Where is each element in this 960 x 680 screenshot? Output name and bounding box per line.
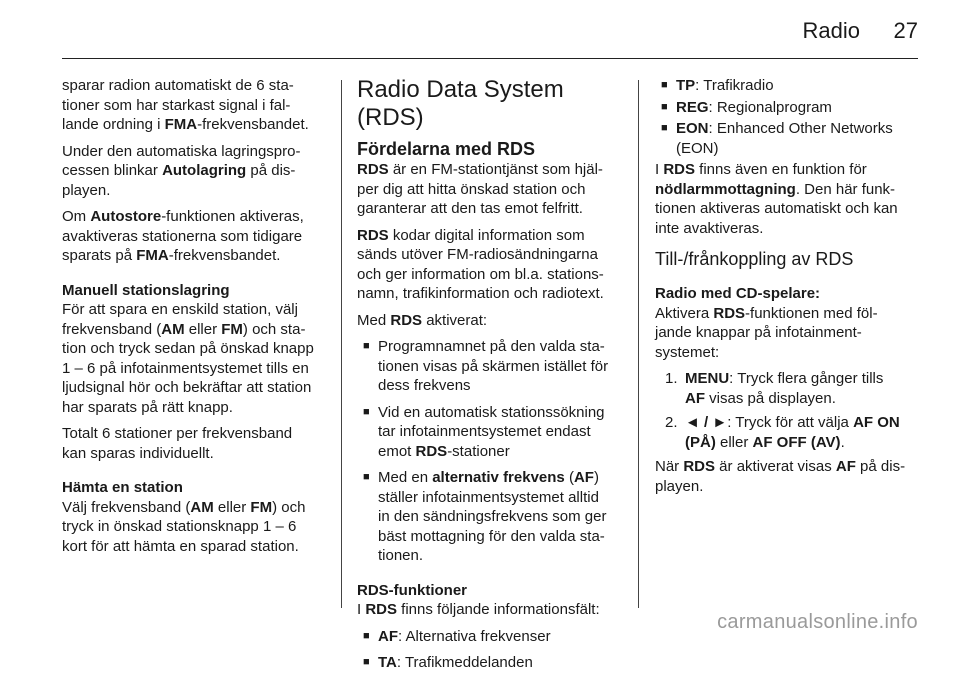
watermark: carmanualsonline.info xyxy=(717,611,918,633)
column-3 xyxy=(655,76,923,503)
paragraph: RDS kodar digital information som sänds utöver FM-radiosändningarna och ger information om bl.a. stations- namn, trafikinformation och radiotext. xyxy=(357,226,604,302)
paragraph: Om Autostore-funktionen aktiveras, avaktiveras stationerna som tidigare sparats på FMA-frekvensbandet. xyxy=(62,208,304,264)
section-heading: Radio med CD-spelare: xyxy=(655,285,821,302)
column-divider xyxy=(638,80,639,608)
page-number: 27 xyxy=(893,18,918,43)
list-item: ■ EON: Enhanced Other Networks (EON) xyxy=(655,119,923,158)
page-header xyxy=(62,14,918,59)
paragraph: RDS är en FM-stationtjänst som hjäl- per dig att hitta önskad station och garanterar att den tas emot felfritt. xyxy=(357,161,603,217)
list-item: ■ Vid en automatisk stationssökning tar infotainmentsystemet endast emot RDS-stationer xyxy=(357,403,627,462)
column-divider xyxy=(341,80,342,608)
section-heading: RDS-funktioner xyxy=(357,581,467,599)
paragraph: Välj frekvensband (AM eller FM) och tryck in önskad stationsknapp 1 – 6 kort för att hämta en sparad station. xyxy=(62,498,306,555)
section-heading: Hämta en station xyxy=(62,479,183,496)
list-item: ■ Programnamnet på den valda sta- tionen visas på skärmen istället för dess frekvens xyxy=(357,337,627,396)
column-2 xyxy=(357,76,627,680)
section-heading: Till-/frånkoppling av RDS xyxy=(655,249,854,269)
list-item: ■ REG: Regionalprogram xyxy=(655,98,923,118)
paragraph: Med RDS aktiverat: xyxy=(357,311,488,329)
paragraph: sparar radion automatiskt de 6 sta- tioner som har starkast signal i fal- lande ordning i FMA-frekvensbandet. xyxy=(62,77,309,133)
bullet-list xyxy=(357,337,627,566)
page-title: Radio xyxy=(802,18,860,43)
list-item: ■ AF: Alternativa frekvenser xyxy=(357,627,627,647)
list-item: 2. ◄ / ►: Tryck för att välja AF ON (PÅ) eller AF OFF (AV). xyxy=(665,414,900,451)
bullet-list xyxy=(357,627,627,673)
list-item: 1. MENU: Tryck flera gånger tills AF visas på displayen. xyxy=(665,370,884,407)
numbered-list xyxy=(655,369,923,452)
section-heading: Manuell stationslagring xyxy=(62,281,230,299)
paragraph: Under den automatiska lagringspro- cessen blinkar Autolagring på dis- playen. xyxy=(62,142,301,199)
paragraph: I RDS finns även en funktion för nödlarmmottagning. Den här funk- tionen aktiveras automatiskt och kan inte avaktiveras. xyxy=(655,161,898,237)
paragraph: Aktivera RDS-funktionen med föl- jande knappar på infotainment- systemet: xyxy=(655,304,878,361)
list-item: ■ TA: Trafikmeddelanden xyxy=(357,653,627,673)
arrow-keys-icon: ◄ / ► xyxy=(685,414,728,431)
section-heading: Fördelarna med RDS xyxy=(357,139,536,159)
paragraph: När RDS är aktiverat visas AF på dis- playen. xyxy=(655,458,906,495)
chapter-heading: Radio Data System (RDS) xyxy=(357,76,564,131)
column-1 xyxy=(62,76,330,563)
bullet-list xyxy=(655,76,923,158)
list-item: ■ TP: Trafikradio xyxy=(655,76,923,96)
paragraph: I RDS finns följande informationsfält: xyxy=(357,601,600,618)
list-item: ■ Med en alternativ frekvens (AF) ställer infotainmentsystemet alltid in den sändningsfrekvens som ger bäst mottagning för den valda sta- tionen. xyxy=(357,468,627,566)
paragraph: Totalt 6 stationer per frekvensband kan sparas individuellt. xyxy=(62,425,293,462)
paragraph: För att spara en enskild station, välj frekvensband (AM eller FM) och sta- tion och tryck sedan på önskad knapp 1 – 6 på infotainmentsystemet tills en ljudsignal hör och bekräftar att station har sparats på rätt knapp. xyxy=(62,301,314,416)
